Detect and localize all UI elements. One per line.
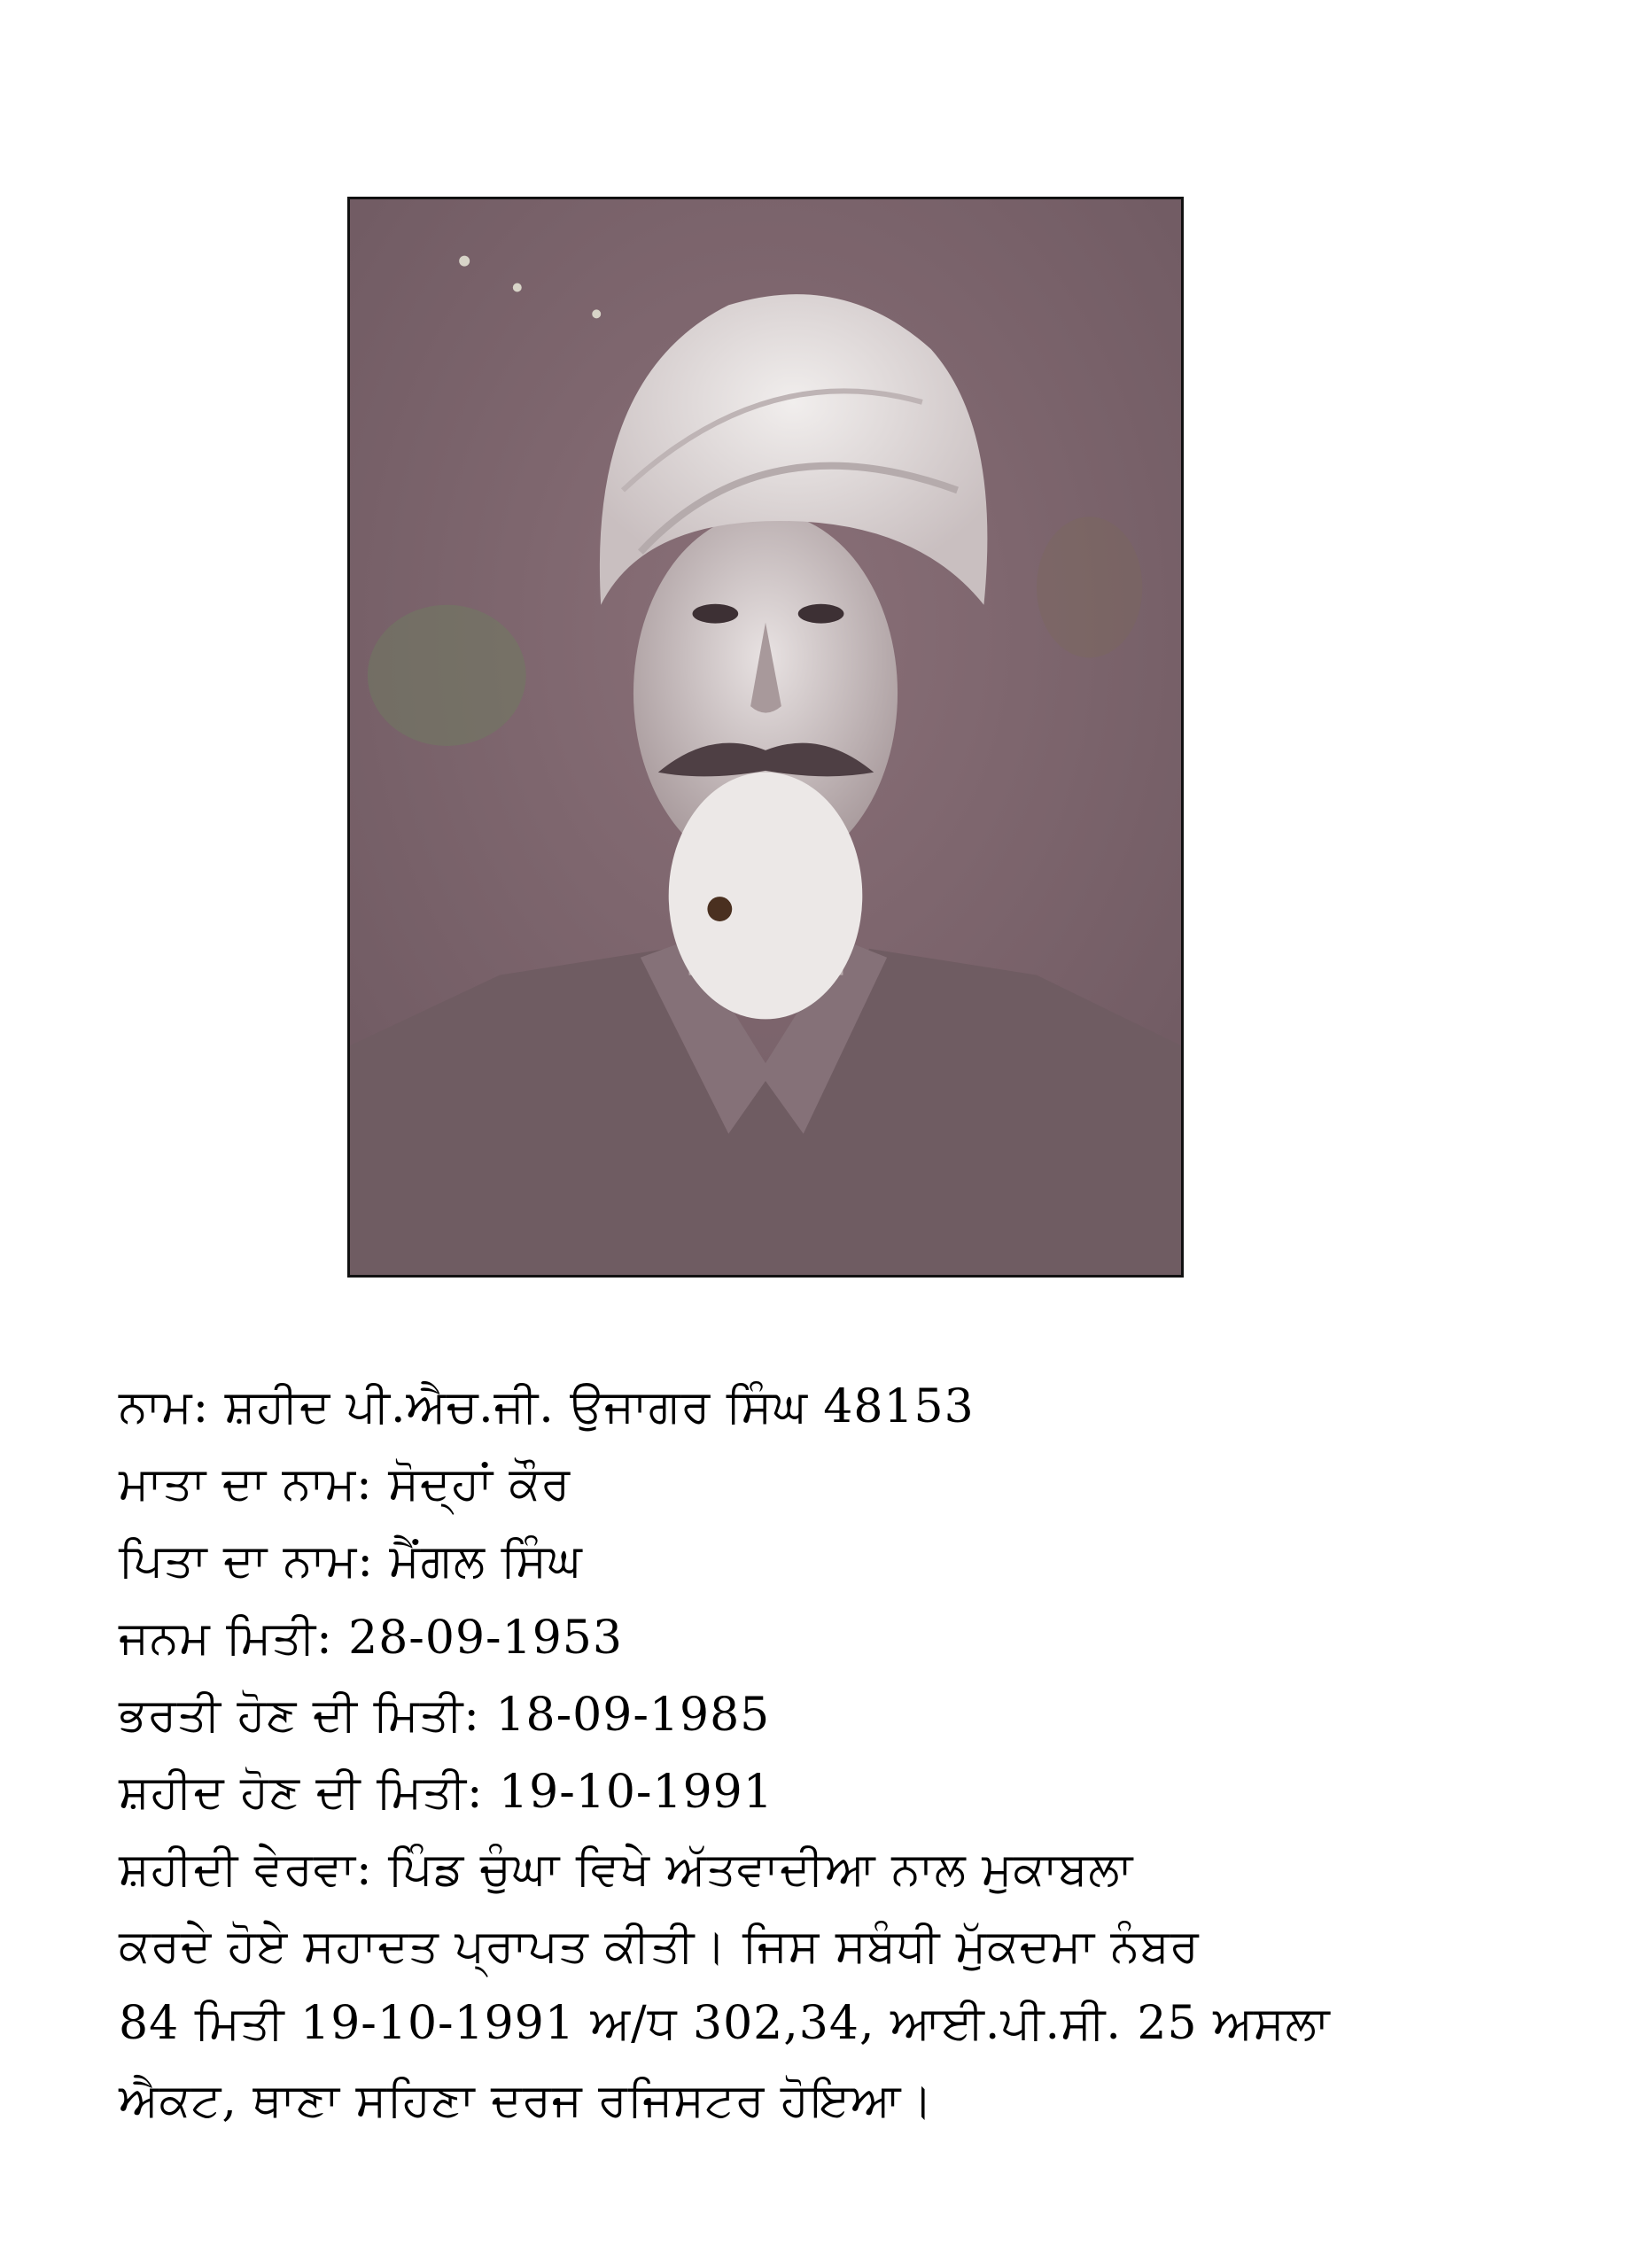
description-line: ਸ਼ਹੀਦੀ ਵੇਰਵਾ: ਪਿੰਡ ਚੁੰਘਾ ਵਿਖੇ ਅੱਤਵਾਦੀਆ ਨਾਲ ਮੁਕਾਬਲਾ xyxy=(119,1843,1134,1896)
eye-left xyxy=(693,604,739,624)
description-line: ਕਰਦੇ ਹੋਏ ਸਹਾਦਤ ਪ੍ਰਾਪਤ ਕੀਤੀ। ਜਿਸ ਸਬੰਧੀ ਮੁੱਕਦਮਾ ਨੰਬਰ xyxy=(119,1920,1200,1973)
recruitment-date-line: ਭਰਤੀ ਹੋਣ ਦੀ ਮਿਤੀ: 18-09-1985 xyxy=(119,1689,771,1742)
martyrdom-date-line: ਸ਼ਹੀਦ ਹੋਣ ਦੀ ਮਿਤੀ: 19-10-1991 xyxy=(119,1766,773,1819)
beard-shape xyxy=(669,773,863,1020)
birth-date-line: ਜਨਮ ਮਿਤੀ: 28-09-1953 xyxy=(119,1612,623,1665)
name-line: ਨਾਮ: ਸ਼ਹੀਦ ਪੀ.ਐਚ.ਜੀ. ਉਜਾਗਰ ਸਿੰਘ 48153 xyxy=(119,1380,975,1433)
portrait-image xyxy=(350,199,1181,1275)
description-line: ਐਕਟ, ਥਾਣਾ ਸਹਿਣਾ ਦਰਜ ਰਜਿਸਟਰ ਹੋਇਆ। xyxy=(119,2074,934,2127)
photo-blemish xyxy=(592,309,601,318)
photo-blemish xyxy=(513,284,522,292)
eye-right xyxy=(798,604,844,624)
photo-blemish xyxy=(707,897,732,921)
photo-stain xyxy=(368,605,526,746)
father-name-line: ਪਿਤਾ ਦਾ ਨਾਮ: ਮੈਂਗਲ ਸਿੰਘ xyxy=(119,1534,583,1588)
mother-name-line: ਮਾਤਾ ਦਾ ਨਾਮ: ਸੋਦ੍ਹਾਂ ਕੌਰ xyxy=(119,1457,571,1511)
photo-blemish xyxy=(459,256,470,267)
photo-stain xyxy=(1037,517,1142,657)
martyrdom-description xyxy=(119,1831,1625,2140)
description-line: 84 ਮਿਤੀ 19-10-1991 ਅ/ਧ 302,34, ਆਈ.ਪੀ.ਸੀ. 25 ਅਸਲਾ xyxy=(119,1997,1331,2050)
portrait-photo xyxy=(347,197,1184,1278)
martyr-details xyxy=(119,1369,1625,2140)
